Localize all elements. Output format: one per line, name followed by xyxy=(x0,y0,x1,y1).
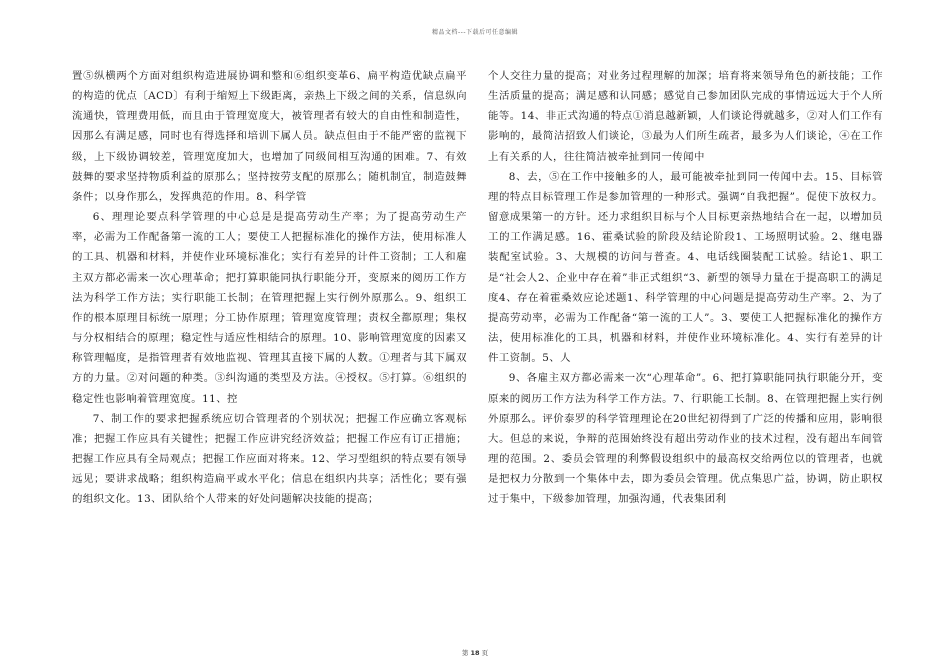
right-column xyxy=(488,66,883,509)
header-text: 精品文档---下载后可任意编辑 xyxy=(432,29,518,36)
paragraph: 置⑤纵横两个方面对组织构造进展协调和整和⑥组织变革6、扁平构造优缺点扁平的构造的优点〔ACD〕有利于缩短上下级距离，亲热上下级之间的关系，信息纵向流通快，管理费用低，而且由于管理宽度大，被管理者有较大的自由性和制造性，因那么有满足感，同时也有得选择和培训下属人员。缺点但由于不能严密的监视下级，上下级协调较差，管理宽度加大，也增加了同级间相互沟通的困难。7、有效鼓舞的要求坚持物质利益的原那么；坚持按劳支配的原那么；随机制宜，制造鼓舞条件；以身作那么，发挥典范的作用。8、科学管 xyxy=(72,70,467,203)
paragraph: 个人交往力量的提高；对业务过程理解的加深；培育将来领导角色的新技能；工作生活质量的提高；满足感和认同感；感觉自己参加团队完成的事情远远大于个人所能等。14、非正式沟通的特点①消息越新颖，人们谈论得就越多，②对人们工作有影响的，最简洁招致人们谈论，③最为人们所生疏者，最多为人们谈论，④在工作上有关系的人，往往简洁被牵扯到同一传闻中 xyxy=(488,70,883,163)
page-number: 18 xyxy=(470,649,480,657)
page-label-suffix: 页 xyxy=(481,649,489,657)
paragraph: 9、各雇主双方都必需来一次“心理革命”。6、把打算职能同执行职能分开，变原来的阅历工作方法为科学工作方法。7、行职能工长制。8、在管理把握上实行例外原那么。评价泰罗的科学管理理论在20世纪初得到了广泛的传播和应用，影响很大。但总的来说，争辩的范围始终没有超出劳动作业的技术过程，没有超出车间管理的范围。2、委员会管理的利弊假设组织中的最高权交给两位以的管理者，也就是把权力分散到一个集体中去，即为委员会管理。优点集思广益，协调，防止职权过于集中，下级参加管理，加强沟通，代表集团利 xyxy=(488,372,883,506)
page-footer xyxy=(0,648,950,657)
paragraph: 6、理理论要点科学管理的中心总是是提高劳动生产率；为了提高劳动生产率，必需为工作配备第一流的工人；要使工人把握标准化的操作方法，使用标准人的工具、机器和材料，并使作业环境标准化；实行有差异的计件工资制；工人和雇主双方都必需来一次心理革命；把打算职能同执行职能分开，变原来的阅历工作方法为科学工作方法；实行职能工长制；在管理把握上实行例外原那么。9、组织工作的根本原理目标统一原理；分工协作原理；管理宽度管理；责权全都原理；集权与分权相结合的原理；稳定性与适应性相结合的原理。10、影响管理宽度的因素又称管理幅度，是指管理者有效地监视、管理其直接下属的人数。①理者与其下属双方的力量。②对问题的种类。③纠沟通的类型及方法。④授权。⑤打算。⑥组织的稳定性也影响着管理宽度。11、控 xyxy=(72,211,467,405)
paragraph: 7、制工作的要求把握系统应切合管理者的个别状况；把握工作应确立客观标准；把握工作应具有关键性；把握工作应讲究经济效益；把握工作应有订正措施；把握工作应具有全局观点；把握工作应面对将来。12、学习型组织的特点要有领导远见；要讲求战略；组织构造扁平或水平化；信息在组织内共享；活性化；要有强的组织文化。13、团队给个人带来的好处问题解决技能的提高； xyxy=(72,412,467,506)
left-column xyxy=(72,66,467,509)
page-header xyxy=(0,27,950,36)
page-label-prefix: 第 xyxy=(461,649,469,657)
paragraph: 8、去，⑤在工作中接触多的人，最可能被牵扯到同一传闻中去。15、目标管理的特点目标管理工作是参加管理的一种形式。强调“自我把握”。促使下放权力。留意成果第一的方针。还力求组织目标与个人目标更亲热地结合在一起，以增加员工的工作满足感。16、霍桑试验的阶段及结论阶段1、工场照明试验。2、继电器装配室试验。3、大规模的访问与普查。4、电话线圈装配工试验。结论1、职工是“社会人2、企业中存在着”非正式组织“3、新型的领导力量在于提高职工的满足度4、存在着霍桑效应论述题1、科学管理的中心问题是提高劳动生产率。2、为了提高劳动率，必需为工作配备“第一流的工人”。3、要使工人把握标准化的操作方法，使用标准化的工具，机器和材料，并使作业环境标准化。4、实行有差异的计件工资制。5、人 xyxy=(488,170,883,365)
